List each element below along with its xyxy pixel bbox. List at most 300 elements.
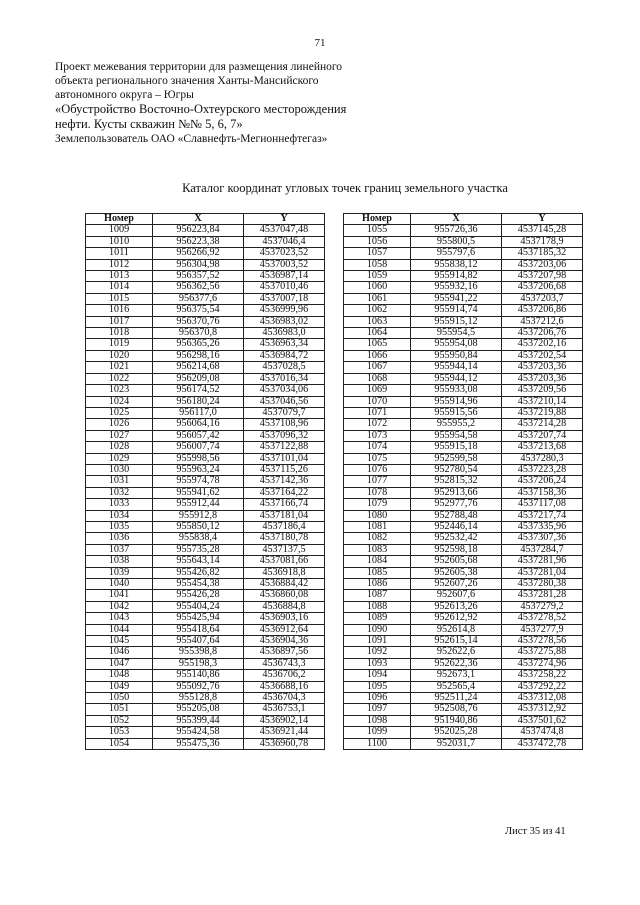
table-header-row (86, 214, 325, 225)
table-row (86, 658, 325, 669)
cell-y: 4536960,78 (244, 738, 325, 749)
cell-x: 952815,32 (411, 476, 502, 487)
header-line: объекта регионального значения Ханты-Мансийского (55, 75, 319, 87)
cell-number: 1050 (86, 693, 153, 704)
cell-number: 1066 (344, 350, 411, 361)
cell-x: 955915,56 (411, 407, 502, 418)
cell-number: 1076 (344, 464, 411, 475)
cell-x: 952612,92 (411, 613, 502, 624)
cell-y: 4537474,8 (502, 727, 583, 738)
cell-y: 4537213,68 (502, 442, 583, 453)
cell-x: 955426,28 (153, 590, 244, 601)
cell-number: 1080 (344, 510, 411, 521)
cell-x: 955399,44 (153, 715, 244, 726)
cell-y: 4537209,56 (502, 385, 583, 396)
cell-x: 955426,82 (153, 567, 244, 578)
cell-y: 4537281,96 (502, 556, 583, 567)
table-row (344, 567, 583, 578)
cell-y: 4537307,36 (502, 533, 583, 544)
cell-number: 1009 (86, 225, 153, 236)
table-row (86, 396, 325, 407)
cell-x: 955850,12 (153, 521, 244, 532)
cell-y: 4536706,2 (244, 670, 325, 681)
cell-number: 1097 (344, 704, 411, 715)
cell-number: 1036 (86, 533, 153, 544)
table-body (86, 225, 325, 750)
table-row (86, 567, 325, 578)
table-row (344, 670, 583, 681)
cell-number: 1073 (344, 430, 411, 441)
cell-number: 1065 (344, 339, 411, 350)
cell-x: 955475,36 (153, 738, 244, 749)
cell-y: 4537206,24 (502, 476, 583, 487)
cell-number: 1024 (86, 396, 153, 407)
cell-y: 4536987,14 (244, 271, 325, 282)
cell-y: 4537142,36 (244, 476, 325, 487)
cell-y: 4537258,22 (502, 670, 583, 681)
cell-y: 4537274,96 (502, 658, 583, 669)
cell-x: 955092,76 (153, 681, 244, 692)
cell-x: 955914,96 (411, 396, 502, 407)
cell-y: 4537081,66 (244, 556, 325, 567)
cell-x: 955944,12 (411, 373, 502, 384)
table-row (344, 225, 583, 236)
cell-x: 956064,16 (153, 419, 244, 430)
cell-x: 955797,6 (411, 248, 502, 259)
table-row (86, 613, 325, 624)
cell-y: 4537108,96 (244, 419, 325, 430)
cell-y: 4537166,74 (244, 499, 325, 510)
cell-number: 1070 (344, 396, 411, 407)
cell-number: 1052 (86, 715, 153, 726)
cell-y: 4537206,68 (502, 282, 583, 293)
table-row (86, 624, 325, 635)
cell-number: 1071 (344, 407, 411, 418)
cell-x: 956298,16 (153, 350, 244, 361)
table-row (86, 476, 325, 487)
cell-x: 955128,8 (153, 693, 244, 704)
cell-y: 4537275,88 (502, 647, 583, 658)
cell-x: 952605,38 (411, 567, 502, 578)
cell-number: 1077 (344, 476, 411, 487)
cell-y: 4537122,88 (244, 442, 325, 453)
table-row (86, 339, 325, 350)
cell-y: 4537145,28 (502, 225, 583, 236)
cell-y: 4537284,7 (502, 544, 583, 555)
table-row (86, 556, 325, 567)
cell-y: 4537281,28 (502, 590, 583, 601)
cell-number: 1042 (86, 601, 153, 612)
table-row (344, 499, 583, 510)
cell-number: 1090 (344, 624, 411, 635)
cell-number: 1041 (86, 590, 153, 601)
header-line: нефти. Кусты скважин №№ 5, 6, 7» (55, 117, 243, 131)
cell-y: 4537202,54 (502, 350, 583, 361)
cell-y: 4537203,7 (502, 293, 583, 304)
cell-number: 1094 (344, 670, 411, 681)
cell-number: 1083 (344, 544, 411, 555)
cell-x: 955912,8 (153, 510, 244, 521)
cell-y: 4537277,9 (502, 624, 583, 635)
cell-number: 1053 (86, 727, 153, 738)
column-header-y: Y (244, 214, 325, 225)
column-header-x: X (153, 214, 244, 225)
cell-y: 4537046,56 (244, 396, 325, 407)
table-row (344, 476, 583, 487)
coordinates-table-left (85, 213, 325, 750)
cell-y: 4536963,34 (244, 339, 325, 350)
table-row (86, 430, 325, 441)
cell-number: 1035 (86, 521, 153, 532)
table-row (86, 362, 325, 373)
cell-x: 952025,28 (411, 727, 502, 738)
cell-y: 4537186,4 (244, 521, 325, 532)
table-body (344, 225, 583, 750)
table-row (86, 510, 325, 521)
cell-y: 4537280,3 (502, 453, 583, 464)
cell-x: 955407,64 (153, 636, 244, 647)
cell-x: 955914,74 (411, 305, 502, 316)
cell-number: 1056 (344, 236, 411, 247)
table-row (86, 259, 325, 270)
cell-number: 1026 (86, 419, 153, 430)
cell-y: 4537312,92 (502, 704, 583, 715)
cell-y: 4536902,14 (244, 715, 325, 726)
cell-y: 4537335,96 (502, 521, 583, 532)
cell-y: 4536884,8 (244, 601, 325, 612)
cell-x: 955912,44 (153, 499, 244, 510)
cell-y: 4537079,7 (244, 407, 325, 418)
cell-y: 4536897,56 (244, 647, 325, 658)
cell-y: 4537203,36 (502, 373, 583, 384)
cell-y: 4537214,28 (502, 419, 583, 430)
table-row (344, 236, 583, 247)
cell-number: 1096 (344, 693, 411, 704)
cell-number: 1064 (344, 328, 411, 339)
cell-x: 952508,76 (411, 704, 502, 715)
cell-number: 1063 (344, 316, 411, 327)
cell-number: 1095 (344, 681, 411, 692)
cell-x: 952511,24 (411, 693, 502, 704)
cell-y: 4537219,88 (502, 407, 583, 418)
cell-number: 1048 (86, 670, 153, 681)
cell-y: 4537207,98 (502, 271, 583, 282)
cell-number: 1069 (344, 385, 411, 396)
cell-number: 1086 (344, 579, 411, 590)
cell-number: 1033 (86, 499, 153, 510)
table-row (344, 248, 583, 259)
cell-number: 1027 (86, 430, 153, 441)
cell-x: 955838,4 (153, 533, 244, 544)
cell-x: 955998,56 (153, 453, 244, 464)
cell-y: 4537164,22 (244, 487, 325, 498)
cell-y: 4536884,42 (244, 579, 325, 590)
cell-x: 956223,84 (153, 225, 244, 236)
cell-x: 955954,08 (411, 339, 502, 350)
cell-number: 1049 (86, 681, 153, 692)
table-row (86, 293, 325, 304)
cell-number: 1057 (344, 248, 411, 259)
table-row (86, 464, 325, 475)
cell-y: 4537223,28 (502, 464, 583, 475)
cell-y: 4537181,04 (244, 510, 325, 521)
cell-y: 4537034,06 (244, 385, 325, 396)
cell-x: 956370,8 (153, 328, 244, 339)
cell-x: 955950,84 (411, 350, 502, 361)
page-number: 71 (314, 37, 326, 49)
cell-x: 955140,86 (153, 670, 244, 681)
cell-y: 4537158,36 (502, 487, 583, 498)
table-row (86, 590, 325, 601)
table-row (86, 670, 325, 681)
table-row (86, 579, 325, 590)
table-row (344, 704, 583, 715)
cell-number: 1099 (344, 727, 411, 738)
cell-x: 955838,12 (411, 259, 502, 270)
cell-x: 952532,42 (411, 533, 502, 544)
cell-number: 1034 (86, 510, 153, 521)
table-row (344, 464, 583, 475)
column-header-y: Y (502, 214, 583, 225)
cell-y: 4536903,16 (244, 613, 325, 624)
cell-number: 1010 (86, 236, 153, 247)
cell-x: 955941,22 (411, 293, 502, 304)
table-row (86, 601, 325, 612)
table-row (86, 328, 325, 339)
table-row (344, 715, 583, 726)
table-row (86, 693, 325, 704)
cell-x: 955974,78 (153, 476, 244, 487)
cell-number: 1029 (86, 453, 153, 464)
cell-x: 956304,98 (153, 259, 244, 270)
table-row (86, 305, 325, 316)
cell-y: 4537292,22 (502, 681, 583, 692)
cell-x: 952598,18 (411, 544, 502, 555)
table-row (344, 624, 583, 635)
table-row (86, 225, 325, 236)
cell-number: 1068 (344, 373, 411, 384)
table-row (86, 533, 325, 544)
cell-x: 955735,28 (153, 544, 244, 555)
cell-y: 4536921,44 (244, 727, 325, 738)
cell-x: 956375,54 (153, 305, 244, 316)
cell-x: 952031,7 (411, 738, 502, 749)
cell-x: 952599,58 (411, 453, 502, 464)
cell-y: 4537206,86 (502, 305, 583, 316)
table-row (344, 647, 583, 658)
cell-y: 4537115,26 (244, 464, 325, 475)
cell-number: 1079 (344, 499, 411, 510)
cell-x: 955643,14 (153, 556, 244, 567)
table-row (86, 442, 325, 453)
cell-y: 4537047,48 (244, 225, 325, 236)
cell-number: 1023 (86, 385, 153, 396)
cell-y: 4536704,3 (244, 693, 325, 704)
cell-number: 1037 (86, 544, 153, 555)
table-row (344, 738, 583, 749)
cell-y: 4537207,74 (502, 430, 583, 441)
cell-y: 4537278,56 (502, 636, 583, 647)
cell-number: 1059 (344, 271, 411, 282)
cell-y: 4537016,34 (244, 373, 325, 384)
cell-y: 4537281,04 (502, 567, 583, 578)
cell-number: 1030 (86, 464, 153, 475)
cell-y: 4537003,52 (244, 259, 325, 270)
cell-y: 4537203,36 (502, 362, 583, 373)
cell-number: 1039 (86, 567, 153, 578)
cell-y: 4537028,5 (244, 362, 325, 373)
table-row (344, 658, 583, 669)
cell-number: 1015 (86, 293, 153, 304)
cell-y: 4537137,5 (244, 544, 325, 555)
cell-y: 4537185,32 (502, 248, 583, 259)
cell-number: 1054 (86, 738, 153, 749)
cell-number: 1081 (344, 521, 411, 532)
table-row (344, 293, 583, 304)
table-row (344, 305, 583, 316)
table-row (344, 362, 583, 373)
cell-x: 952622,6 (411, 647, 502, 658)
table-row (344, 579, 583, 590)
cell-number: 1046 (86, 647, 153, 658)
cell-x: 955418,64 (153, 624, 244, 635)
table-row (344, 693, 583, 704)
cell-y: 4537023,52 (244, 248, 325, 259)
cell-y: 4536983,0 (244, 328, 325, 339)
cell-number: 1043 (86, 613, 153, 624)
coordinates-table-right (343, 213, 583, 750)
table-row (344, 373, 583, 384)
cell-number: 1028 (86, 442, 153, 453)
table-row (344, 419, 583, 430)
cell-x: 952613,26 (411, 601, 502, 612)
cell-number: 1091 (344, 636, 411, 647)
cell-y: 4537117,08 (502, 499, 583, 510)
cell-x: 956214,68 (153, 362, 244, 373)
cell-y: 4536904,36 (244, 636, 325, 647)
cell-x: 956174,52 (153, 385, 244, 396)
cell-number: 1062 (344, 305, 411, 316)
table-row (344, 350, 583, 361)
table-row (86, 521, 325, 532)
cell-number: 1011 (86, 248, 153, 259)
cell-x: 956357,52 (153, 271, 244, 282)
cell-number: 1087 (344, 590, 411, 601)
table-row (344, 601, 583, 612)
table-row (86, 282, 325, 293)
cell-number: 1055 (344, 225, 411, 236)
cell-x: 955398,8 (153, 647, 244, 658)
cell-x: 955454,38 (153, 579, 244, 590)
cell-number: 1013 (86, 271, 153, 282)
cell-x: 955205,08 (153, 704, 244, 715)
cell-y: 4537217,74 (502, 510, 583, 521)
table-row (86, 636, 325, 647)
cell-number: 1060 (344, 282, 411, 293)
cell-number: 1051 (86, 704, 153, 715)
cell-number: 1016 (86, 305, 153, 316)
cell-y: 4536753,1 (244, 704, 325, 715)
cell-number: 1061 (344, 293, 411, 304)
table-row (86, 385, 325, 396)
cell-x: 952607,6 (411, 590, 502, 601)
cell-y: 4537279,2 (502, 601, 583, 612)
table-row (344, 385, 583, 396)
cell-x: 955932,16 (411, 282, 502, 293)
table-row (344, 636, 583, 647)
cell-number: 1078 (344, 487, 411, 498)
cell-y: 4536984,72 (244, 350, 325, 361)
cell-x: 955954,5 (411, 328, 502, 339)
cell-x: 956223,38 (153, 236, 244, 247)
cell-x: 956180,24 (153, 396, 244, 407)
cell-y: 4536688,16 (244, 681, 325, 692)
table-row (86, 499, 325, 510)
table-row (86, 419, 325, 430)
cell-y: 4537180,78 (244, 533, 325, 544)
cell-y: 4537212,6 (502, 316, 583, 327)
cell-y: 4536743,3 (244, 658, 325, 669)
table-row (344, 487, 583, 498)
table-row (344, 544, 583, 555)
cell-y: 4537501,62 (502, 715, 583, 726)
cell-x: 955800,5 (411, 236, 502, 247)
cell-x: 952788,48 (411, 510, 502, 521)
cell-number: 1038 (86, 556, 153, 567)
cell-y: 4537046,4 (244, 236, 325, 247)
table-row (86, 236, 325, 247)
cell-x: 952565,4 (411, 681, 502, 692)
cell-y: 4536912,64 (244, 624, 325, 635)
cell-x: 952780,54 (411, 464, 502, 475)
sheet-counter: Лист 35 из 41 (505, 826, 566, 837)
cell-x: 952614,8 (411, 624, 502, 635)
table-row (86, 350, 325, 361)
cell-number: 1021 (86, 362, 153, 373)
cell-x: 956362,56 (153, 282, 244, 293)
project-header (55, 60, 435, 146)
cell-x: 956117,0 (153, 407, 244, 418)
cell-y: 4536860,08 (244, 590, 325, 601)
cell-y: 4537007,18 (244, 293, 325, 304)
table-row (86, 738, 325, 749)
cell-x: 955198,3 (153, 658, 244, 669)
cell-number: 1018 (86, 328, 153, 339)
cell-y: 4537210,14 (502, 396, 583, 407)
cell-y: 4536918,8 (244, 567, 325, 578)
column-header-number: Номер (344, 214, 411, 225)
table-row (344, 407, 583, 418)
cell-x: 956266,92 (153, 248, 244, 259)
cell-y: 4537472,78 (502, 738, 583, 749)
cell-x: 955915,18 (411, 442, 502, 453)
cell-x: 955944,14 (411, 362, 502, 373)
cell-x: 956370,76 (153, 316, 244, 327)
cell-x: 951940,86 (411, 715, 502, 726)
table-row (86, 727, 325, 738)
cell-x: 955914,82 (411, 271, 502, 282)
cell-x: 952446,14 (411, 521, 502, 532)
table-row (344, 282, 583, 293)
table-row (86, 373, 325, 384)
table-row (344, 590, 583, 601)
table-row (344, 328, 583, 339)
cell-x: 952607,26 (411, 579, 502, 590)
cell-number: 1045 (86, 636, 153, 647)
table-row (86, 271, 325, 282)
cell-x: 952913,66 (411, 487, 502, 498)
cell-number: 1022 (86, 373, 153, 384)
